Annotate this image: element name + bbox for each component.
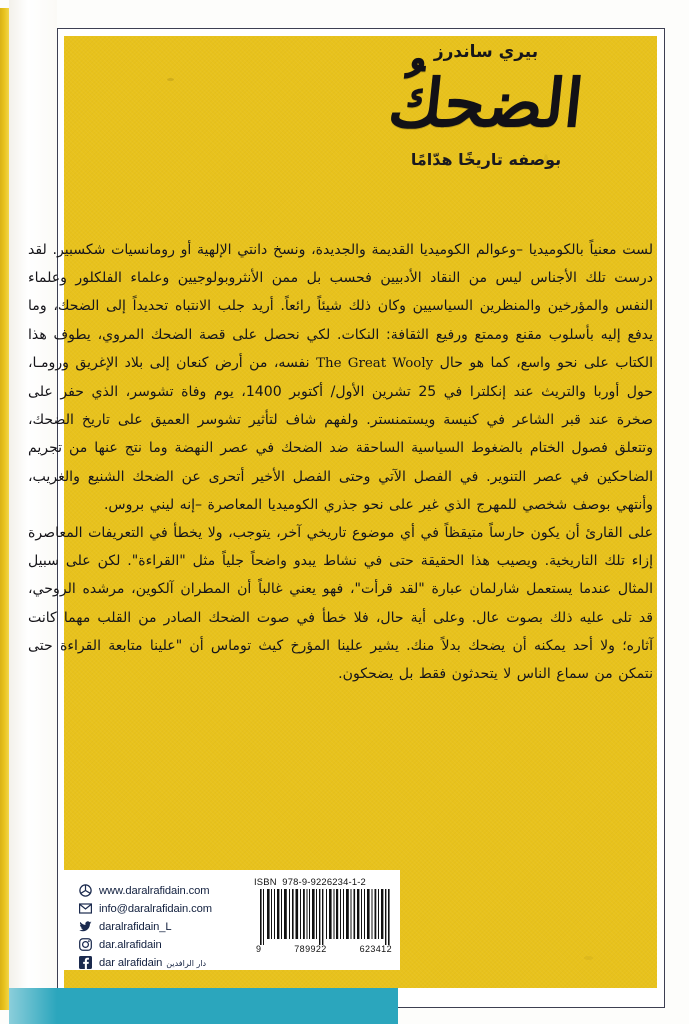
envelope-icon [79, 902, 92, 915]
barcode-left-digit: 9 [256, 944, 262, 954]
isbn-number: 978-9-9226234-1-2 [282, 876, 366, 887]
facebook-handle-arabic: دار الرافدين [166, 958, 207, 968]
isbn-contact-panel [63, 870, 400, 970]
isbn-caption [254, 876, 392, 887]
contact-facebook[interactable] [79, 954, 240, 971]
book-subtitle: بوصفه تاريخًا هدّامًا [410, 149, 562, 169]
email-address: info@daralrafidain.com [99, 902, 213, 915]
publisher-contact-list [71, 876, 240, 972]
back-cover-blurb [28, 236, 653, 688]
twitter-handle: daralrafidain_L [99, 920, 172, 933]
barcode-image [258, 889, 392, 945]
globe-icon [79, 884, 92, 897]
contact-website[interactable] [79, 882, 240, 899]
facebook-icon [79, 956, 92, 969]
blurb-text-a: لست معنياً بالكوميديا –وعوالم الكوميديا القديمة والجديدة، ونسخ دانتي الإلهية أو رومانسيات شكسبير. لقد درست تلك الأجناس ليس من النقاد الأدبيين فحسب بل ممن الأنثروبولوجيين وعلماء الفلكلور وعلماء النفس والمؤرخين والمنظرين السياسيين وكان ذلك شيئاً رائعاً. أريد جلب الانتباه تحديداً إلى الضحك، وما يدفع إليه بأسلوب مقنع وممتع ورفيع الثقافة: النكات. لكي نحصل على قصة الضحك المروي، يطوف هذا الكتاب على نحو واسع، كما هو حال [28, 242, 653, 371]
blurb-paragraph-1 [28, 236, 653, 519]
author-name: بيري ساندرز [433, 42, 539, 62]
contact-twitter[interactable] [79, 918, 240, 935]
facebook-handle-latin: dar alrafidain [99, 956, 163, 969]
contact-instagram[interactable] [79, 936, 240, 953]
page-title: الضحكُ [384, 64, 588, 143]
blurb-text-b: نفسه، من أرض كنعان إلى بلاد الإغريق ورومـا، حول أوربا والتريث عند إنكلترا في 25 تشرين الأول/ أكتوبر 1400، يوم وفاة تشوسر، الذي حفر على صخرة عند قبر الشاعر في كنيسة ويستمنستر. ولفهم شاف لتأثير تشوسر العميق على تاريخ الضحك، وتتعلق فصول الختام بالضغوط السياسية الساحقة ضد الضحك في عصر النهضة وما نتج عنها من تجريم الضاحكين في عصر التنوير. في الفصل الآتي وحتى الفصل الأخير أتحرى عن الضحك الشنيع والغريب، وأنتهي بوصف شخصي للمهرج الذي غير على نحو جذري الكوميديا المعاصرة –إنه ليني بروس. [28, 354, 653, 513]
instagram-icon [79, 938, 92, 951]
instagram-handle: dar.alrafidain [99, 938, 162, 951]
isbn-block [240, 876, 392, 954]
spine-edge [0, 8, 9, 1010]
cover-title-block [321, 42, 651, 169]
barcode-digits [256, 944, 392, 954]
isbn-label: ISBN [254, 876, 277, 887]
barcode-group-1: 789922 [294, 944, 327, 954]
twitter-icon [79, 920, 92, 933]
facebook-handle [99, 957, 206, 969]
barcode-group-2: 623412 [359, 944, 392, 954]
bottom-teal-band [9, 988, 398, 1024]
website-url: www.daralrafidain.com [99, 884, 210, 897]
latin-book-reference: The Great Wooly [316, 355, 434, 371]
blurb-paragraph-2: على القارئ أن يكون حارساً متيقظاً في أي موضوع تاريخي آخر، يتوجب، ولا يخطأ في التعريفات المعاصرة إزاء تلك التاريخية. ويصيب هذا الحقيقة حتى في نشاط يبدو واضحاً جلياً مثل "القراءة". لكن على سبيل المثال عندما يستعمل شارلمان عبارة "لقد قرأت"، فهو يعني غالباً أن المطران آلكوين، مرشده الروحي، قد تلى عليه ذلك بصوت عال. وعلى أية حال، فلا خطأ في صوت الضحك الصادر من القلب مهما كانت آثاره؛ ولا أحد يمكنه أن يضحك بدلاً منك. يشير علينا المؤرخ كيث توماس أن "علينا متابعة القراءة حتى نتمكن من سماع الناس لا يتحدثون فقط بل يضحكون. [28, 525, 653, 683]
contact-email[interactable] [79, 900, 240, 917]
